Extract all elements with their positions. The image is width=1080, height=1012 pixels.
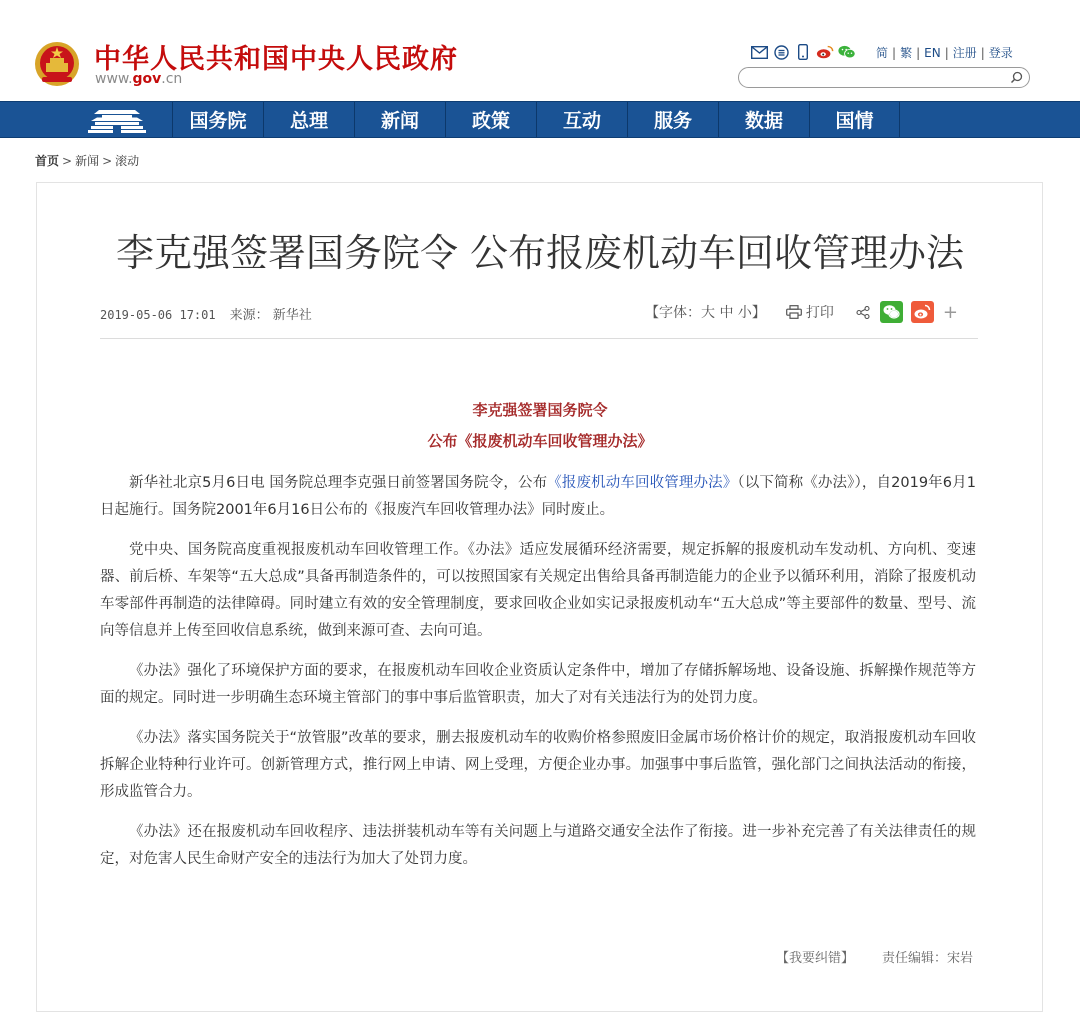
breadcrumb-home[interactable]: 首页 [35, 154, 60, 168]
meta-divider [100, 338, 978, 339]
publish-time: 2019-05-06 17:01 [100, 308, 216, 322]
search-input[interactable] [738, 67, 1030, 88]
breadcrumb-rolling[interactable]: 滚动 [115, 154, 140, 168]
share-icon[interactable] [856, 306, 870, 319]
article-footer [776, 947, 973, 966]
nav-item-interaction[interactable]: 互动 [536, 102, 627, 137]
login-link[interactable]: 登录 [988, 46, 1013, 60]
tiananmen-home-icon[interactable] [88, 105, 146, 135]
breadcrumb-news[interactable]: 新闻 [75, 154, 100, 168]
nav-item-premier[interactable]: 总理 [263, 102, 354, 137]
top-icon-bar [750, 42, 856, 62]
paragraph-2: 党中央、国务院高度重视报废机动车回收管理工作。《办法》适应发展循环经济需要，规定拆解的报废机动车发动机、方向机、变速器、前后桥、车架等“五大总成”具备再制造条件的，可以按照国家有关规定出售给具备再制造能力的企业予以循环利用，消除了报废机动车零部件再制造的法律障碍。同时建立有效的安全管理制度，要求回收企业如实记录报废机动车“五大总成”等主要部件的数量、型号、流向等信息并上传至回收信息系统，做到来源可查、去向可追。 [100, 542, 976, 639]
paragraph-3: 《办法》强化了环境保护方面的要求，在报废机动车回收企业资质认定条件中，增加了存储拆解场地、设备设施、拆解操作规范等方面的规定。同时进一步明确生态环境主管部门的事中事后监管职责，加大了对有关违法行为的处罚力度。 [100, 663, 976, 706]
wechat-icon[interactable] [838, 44, 856, 60]
domain-suffix: .cn [161, 71, 183, 87]
site-header [0, 0, 1080, 101]
nav-item-state-council[interactable]: 国务院 [172, 102, 263, 137]
share-wechat-button[interactable] [880, 301, 903, 323]
site-domain[interactable] [95, 71, 182, 87]
article-title: 李克强签署国务院令 公布报废机动车回收管理办法 [115, 231, 965, 275]
main-nav [0, 101, 1080, 138]
paragraph-5: 《办法》还在报废机动车回收程序、违法拼装机动车等有关问题上与道路交通安全法作了衔接。进一步补充完善了有关法律责任的规定，对危害人民生命财产安全的违法行为加大了处罚力度。 [100, 824, 976, 867]
traditional-link[interactable]: 繁 [900, 46, 913, 60]
mail-icon[interactable] [750, 44, 768, 60]
wechat-icon [880, 301, 903, 323]
print-button[interactable]: 打印 [805, 305, 834, 321]
article-body [100, 470, 976, 886]
nav-item-service[interactable]: 服务 [627, 102, 718, 137]
domain-prefix: www. [95, 71, 133, 87]
responsible-editor: 责任编辑：宋岩 [882, 951, 974, 966]
site-title[interactable]: 中华人民共和国中央人民政府 [94, 44, 458, 75]
article-subtitle-1: 李克强签署国务院令 [472, 401, 608, 419]
nav-items [172, 102, 900, 137]
top-links: 简 | 繁 | EN | 注册 | 登录 [876, 46, 1013, 60]
mobile-icon[interactable] [794, 44, 812, 60]
share-weibo-button[interactable] [911, 301, 934, 323]
register-link[interactable]: 注册 [952, 46, 977, 60]
printer-icon[interactable] [786, 305, 802, 319]
national-emblem-icon[interactable] [34, 41, 80, 87]
article-tools [645, 302, 958, 322]
regulation-link[interactable]: 《报废机动车回收管理办法》 [547, 475, 738, 491]
simplified-link[interactable]: 简 [876, 46, 889, 60]
nav-item-national-info[interactable]: 国情 [809, 102, 900, 137]
paragraph-1-text-b: （以下简称《办法》），自2019年6月1日起施行。国务院2001年6月16日公布的《报废汽车回收管理办法》同时废止。 [100, 475, 977, 518]
article-source: 来源： 新华社 [229, 308, 312, 323]
share-more-button[interactable]: + [942, 301, 958, 323]
paragraph-1-text-a: 新华社北京5月6日电 国务院总理李克强日前签署国务院令，公布 [129, 475, 548, 491]
english-link[interactable]: EN [924, 46, 941, 60]
paragraph-4: 《办法》落实国务院关于“放管服”改革的要求，删去报废机动车的收购价格参照废旧金属市场价格计价的规定，取消报废机动车回收拆解企业特种行业许可。创新管理方式，推行网上申请、网上受理，方便企业办事。加强事中事后监管，强化部门之间执法活动的衔接，形成监管合力。 [100, 730, 976, 800]
weibo-icon [911, 301, 934, 323]
font-size-control[interactable]: 【字体：大 中 小】 [645, 305, 766, 321]
weibo-icon[interactable] [816, 44, 834, 60]
article-subtitle-2: 公布《报废机动车回收管理办法》 [427, 432, 653, 450]
report-error-link[interactable]: 【我要纠错】 [776, 951, 855, 966]
domain-main: gov [132, 71, 162, 87]
breadcrumb: 首页 > 新闻 > 滚动 [35, 154, 140, 168]
nav-item-data[interactable]: 数据 [718, 102, 809, 137]
nav-item-policy[interactable]: 政策 [445, 102, 536, 137]
search-icon[interactable] [1010, 71, 1023, 84]
article-meta [100, 304, 312, 323]
paragraph-1 [100, 470, 976, 524]
nav-item-news[interactable]: 新闻 [354, 102, 445, 137]
rss-icon[interactable] [772, 44, 790, 60]
